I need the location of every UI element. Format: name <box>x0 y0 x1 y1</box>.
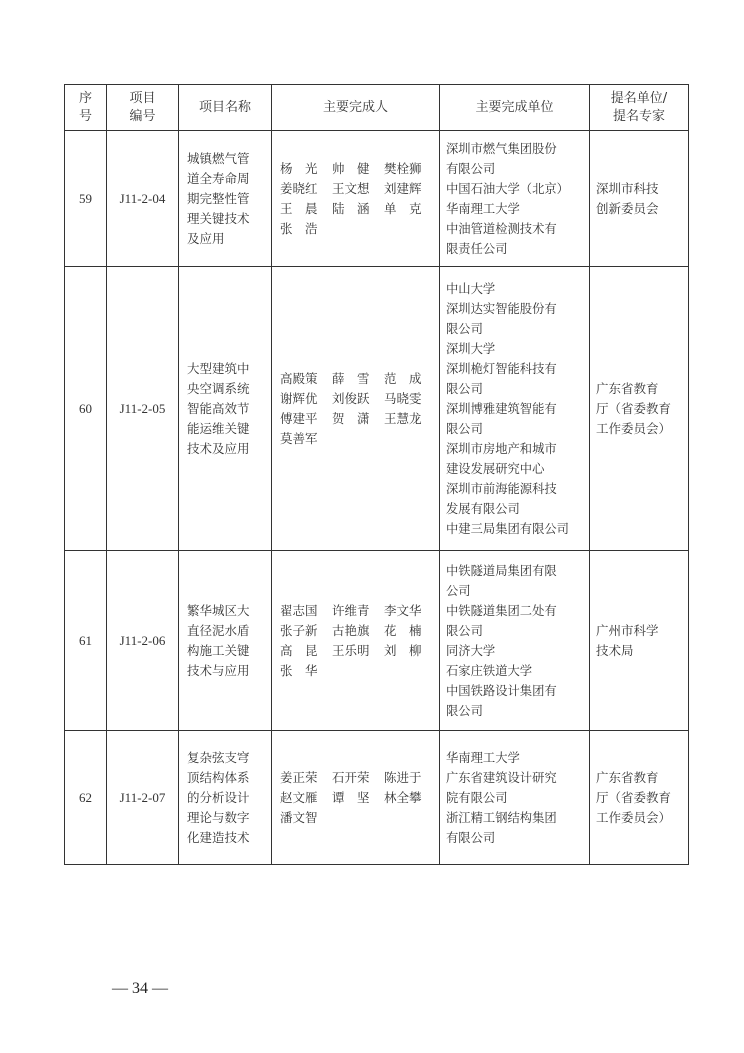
unit-line: 深圳博雅建筑智能有 <box>446 401 557 416</box>
cell-main-contributors <box>272 731 440 865</box>
contributor-name: 潘文智 <box>280 809 318 825</box>
cell-project-code: J11-2-07 <box>107 731 179 865</box>
header-project-name: 项目名称 <box>179 85 272 131</box>
unit-line: 中国石油大学（北京） <box>446 181 569 196</box>
cell-project-code: J11-2-06 <box>107 551 179 731</box>
cell-main-contributors <box>272 131 440 267</box>
unit-line: 华南理工大学 <box>446 750 520 765</box>
unit-line: 有限公司 <box>446 161 496 176</box>
header-main-contributors: 主要完成人 <box>272 85 440 131</box>
cell-main-units <box>440 731 590 865</box>
contributor-name: 傅建平 <box>280 410 318 426</box>
project-name-line: 技术与应用 <box>187 662 250 678</box>
contributor-name: 陆 涵 <box>332 200 370 216</box>
contributor-name: 张 浩 <box>280 220 318 236</box>
project-name-line: 能运维关键 <box>187 420 250 436</box>
contributor-name: 石开荣 <box>332 769 370 785</box>
contributor-name: 莫善军 <box>280 430 318 446</box>
header-serial-number: 序 号 <box>65 85 107 131</box>
contributors-grid <box>280 369 431 449</box>
contributor-name: 高殿策 <box>280 370 318 386</box>
header-main-units: 主要完成单位 <box>440 85 590 131</box>
nominator-line: 厅（省委教育 <box>596 400 672 416</box>
cell-main-units <box>440 551 590 731</box>
header-project-code: 项目 编号 <box>107 85 179 131</box>
unit-line: 深圳市前海能源科技 <box>446 481 557 496</box>
contributor-name: 王乐明 <box>332 642 370 658</box>
contributor-name: 贺 潇 <box>332 410 370 426</box>
project-name-line: 道全寿命周 <box>187 170 250 186</box>
nominator-line: 广东省教育 <box>596 380 659 396</box>
cell-nominator <box>590 731 689 865</box>
project-name-line: 直径泥水盾 <box>187 622 250 638</box>
nominator-line: 深圳市科技 <box>596 180 659 196</box>
project-name-line: 繁华城区大 <box>187 602 250 618</box>
nominator-line: 广东省教育 <box>596 769 659 785</box>
contributors-grid <box>280 768 431 828</box>
unit-line: 浙江精工钢结构集团 <box>446 810 557 825</box>
nominator-line: 创新委员会 <box>596 200 659 216</box>
project-name-line: 复杂弦支穹 <box>187 749 250 765</box>
unit-line: 中山大学 <box>446 281 496 296</box>
contributor-name: 花 楠 <box>384 622 422 638</box>
nominator-line: 厅（省委教育 <box>596 789 672 805</box>
cell-project-code: J11-2-05 <box>107 267 179 551</box>
project-name-line: 的分析设计 <box>187 789 250 805</box>
unit-line: 中铁隧道局集团有限 <box>446 563 557 578</box>
project-name-line: 理关键技术 <box>187 210 250 226</box>
unit-line: 深圳桅灯智能科技有 <box>446 361 557 376</box>
cell-project-name <box>179 267 272 551</box>
contributor-name: 范 成 <box>384 370 422 386</box>
contributor-name: 张子新 <box>280 622 318 638</box>
unit-line: 深圳大学 <box>446 341 496 356</box>
project-name-line: 央空调系统 <box>187 380 250 396</box>
cell-project-name <box>179 551 272 731</box>
table-row <box>65 551 689 731</box>
unit-line: 院有限公司 <box>446 790 508 805</box>
project-name-line: 理论与数字 <box>187 809 250 825</box>
project-name-line: 技术及应用 <box>187 440 250 456</box>
contributor-name: 刘 柳 <box>384 642 422 658</box>
contributor-name: 陈进于 <box>384 769 422 785</box>
cell-nominator <box>590 131 689 267</box>
contributor-name: 谭 坚 <box>332 789 370 805</box>
contributor-name: 樊栓狮 <box>384 160 422 176</box>
table-row <box>65 731 689 865</box>
unit-line: 石家庄铁道大学 <box>446 663 533 678</box>
nominator-line: 技术局 <box>596 642 634 658</box>
contributors-grid <box>280 601 431 681</box>
contributor-name: 刘建辉 <box>384 180 422 196</box>
project-name-line: 化建造技术 <box>187 829 250 845</box>
project-name-line: 顶结构体系 <box>187 769 250 785</box>
unit-line: 深圳达实智能股份有 <box>446 301 557 316</box>
header-nominator: 提名单位/ 提名专家 <box>590 85 689 131</box>
contributors-grid <box>280 159 431 239</box>
contributor-name: 许维青 <box>332 602 370 618</box>
project-name-line: 智能高效节 <box>187 400 250 416</box>
unit-line: 限公司 <box>446 321 483 336</box>
cell-project-name <box>179 731 272 865</box>
unit-line: 深圳市燃气集团股份 <box>446 141 557 156</box>
cell-project-name <box>179 131 272 267</box>
unit-line: 中国铁路设计集团有 <box>446 683 557 698</box>
nominator-line: 工作委员会） <box>596 809 672 825</box>
cell-nominator <box>590 267 689 551</box>
unit-line: 限责任公司 <box>446 241 508 256</box>
table-header-row <box>65 85 689 131</box>
unit-line: 深圳市房地产和城市 <box>446 441 557 456</box>
unit-line: 限公司 <box>446 703 483 718</box>
cell-serial-number: 60 <box>65 267 107 551</box>
unit-line: 发展有限公司 <box>446 501 520 516</box>
contributor-name: 姜晓红 <box>280 180 318 196</box>
unit-line: 广东省建筑设计研究 <box>446 770 557 785</box>
cell-serial-number: 61 <box>65 551 107 731</box>
unit-line: 建设发展研究中心 <box>446 461 545 476</box>
contributor-name: 王 晨 <box>280 200 318 216</box>
unit-line: 华南理工大学 <box>446 201 520 216</box>
contributor-name: 单 克 <box>384 200 422 216</box>
contributor-name: 姜正荣 <box>280 769 318 785</box>
contributor-name: 薛 雪 <box>332 370 370 386</box>
table-row <box>65 267 689 551</box>
contributor-name: 杨 光 <box>280 160 318 176</box>
cell-serial-number: 62 <box>65 731 107 865</box>
contributor-name: 谢辉优 <box>280 390 318 406</box>
project-name-line: 大型建筑中 <box>187 360 250 376</box>
nominator-line: 工作委员会） <box>596 420 672 436</box>
unit-line: 限公司 <box>446 623 483 638</box>
contributor-name: 翟志国 <box>280 602 318 618</box>
unit-line: 中建三局集团有限公司 <box>446 521 569 536</box>
contributor-name: 张 华 <box>280 662 318 678</box>
table-row <box>65 131 689 267</box>
project-name-line: 城镇燃气管 <box>187 150 250 166</box>
unit-line: 限公司 <box>446 421 483 436</box>
project-name-line: 构施工关键 <box>187 642 250 658</box>
contributor-name: 赵文雁 <box>280 789 318 805</box>
contributor-name: 高 昆 <box>280 642 318 658</box>
cell-main-contributors <box>272 551 440 731</box>
unit-line: 公司 <box>446 583 471 598</box>
unit-line: 中铁隧道集团二处有 <box>446 603 557 618</box>
contributor-name: 帅 健 <box>332 160 370 176</box>
nominator-line: 广州市科学 <box>596 622 659 638</box>
contributor-name: 刘俊跃 <box>332 390 370 406</box>
cell-nominator <box>590 551 689 731</box>
unit-line: 有限公司 <box>446 830 496 845</box>
contributor-name: 林全攀 <box>384 789 422 805</box>
cell-serial-number: 59 <box>65 131 107 267</box>
contributor-name: 马晓雯 <box>384 390 422 406</box>
unit-line: 中油管道检测技术有 <box>446 221 557 236</box>
cell-main-units <box>440 267 590 551</box>
contributor-name: 王慧龙 <box>384 410 422 426</box>
project-name-line: 期完整性管 <box>187 190 250 206</box>
cell-main-units <box>440 131 590 267</box>
project-name-line: 及应用 <box>187 230 225 246</box>
awards-table <box>64 84 689 865</box>
unit-line: 限公司 <box>446 381 483 396</box>
cell-project-code: J11-2-04 <box>107 131 179 267</box>
contributor-name: 王文想 <box>332 180 370 196</box>
page-number: — 34 — <box>112 980 168 997</box>
cell-main-contributors <box>272 267 440 551</box>
unit-line: 同济大学 <box>446 643 496 658</box>
contributor-name: 李文华 <box>384 602 422 618</box>
contributor-name: 古艳旗 <box>332 622 370 638</box>
